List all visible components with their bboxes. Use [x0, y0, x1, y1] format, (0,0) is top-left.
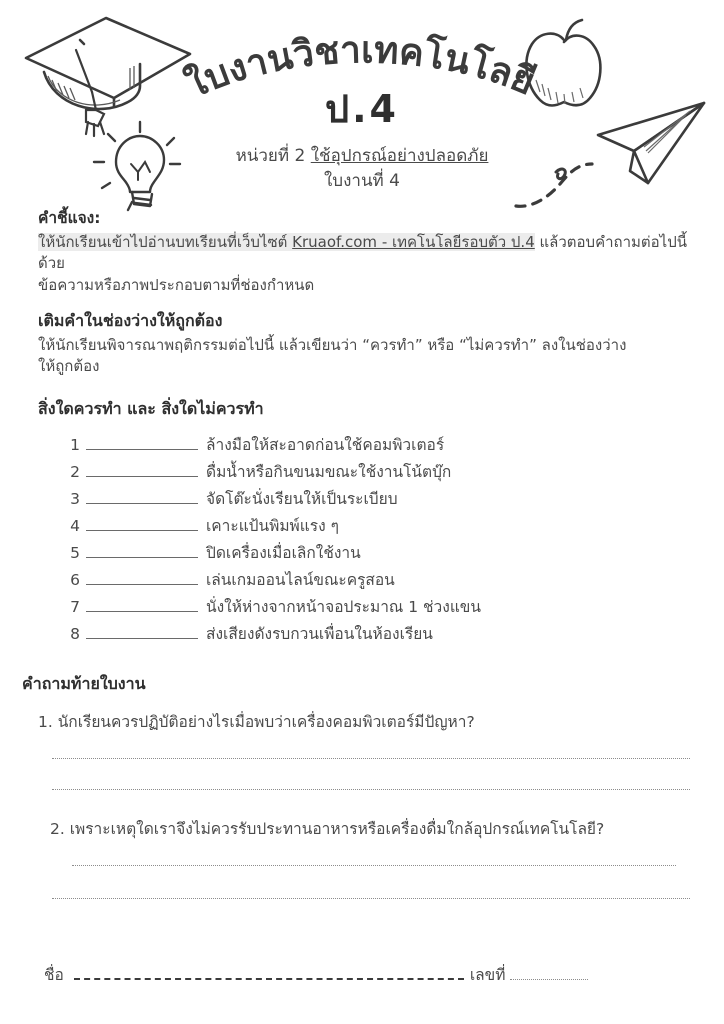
answer-blank[interactable]	[86, 541, 198, 558]
item-number: 3	[70, 490, 80, 509]
list-item	[58, 540, 698, 567]
answer-blank[interactable]	[86, 433, 198, 450]
answer-line[interactable]	[72, 865, 676, 866]
questions-section	[0, 672, 724, 899]
fill-section	[0, 309, 724, 378]
instructions-line2: ข้อความหรือภาพประกอบตามที่ช่องกำหนด	[38, 275, 315, 294]
question-1-block	[0, 709, 724, 790]
item-number: 4	[70, 517, 80, 536]
item-text: นั่งให้ห่างจากหน้าจอประมาณ 1 ช่วงแขน	[206, 598, 481, 617]
list-item	[58, 513, 698, 540]
item-text: ล้างมือให้สะอาดก่อนใช้คอมพิวเตอร์	[206, 436, 445, 455]
worksheet-header	[0, 0, 724, 205]
list-item	[58, 486, 698, 513]
answer-blank[interactable]	[86, 622, 198, 639]
item-number: 2	[70, 463, 80, 482]
question-2-block	[0, 816, 724, 899]
list-item	[58, 459, 698, 486]
item-number: 6	[70, 571, 80, 590]
number-input-blank[interactable]	[510, 967, 588, 980]
kruaof-link[interactable]: Kruaof.com - เทคโนโลยีรอบตัว ป.4	[292, 233, 535, 251]
item-text: เคาะแป้นพิมพ์แรง ๆ	[206, 517, 339, 536]
answer-line[interactable]	[52, 789, 690, 790]
signature-footer	[0, 962, 724, 987]
fill-section-text	[38, 335, 698, 378]
answer-line[interactable]	[52, 758, 690, 759]
answer-blank[interactable]	[86, 487, 198, 504]
item-text: ปิดเครื่องเมื่อเลิกใช้งาน	[206, 544, 361, 563]
instructions-highlight	[38, 233, 535, 251]
unit-prefix: หน่วยที่ 2	[235, 146, 311, 166]
fill-section-line1: ให้นักเรียนพิจารณาพฤติกรรมต่อไปนี้ แล้วเขียนว่า “ควรทำ” หรือ “ไม่ควรทำ” ลงในช่องว่าง	[38, 335, 627, 354]
item-text: เล่นเกมออนไลน์ขณะครูสอน	[206, 571, 395, 590]
answer-blank[interactable]	[86, 514, 198, 531]
list-item	[58, 621, 698, 648]
unit-line	[0, 142, 724, 169]
item-text: ส่งเสียงดังรบกวนเพื่อนในห้องเรียน	[206, 625, 433, 644]
answer-blank[interactable]	[86, 595, 198, 612]
arched-title-text: ใบงานวิชาเทคโนโลยี	[179, 28, 542, 107]
instructions-heading: คำชี้แจง:	[38, 209, 101, 227]
list-item	[58, 594, 698, 621]
name-input-blank[interactable]	[74, 964, 464, 980]
answer-blank[interactable]	[86, 568, 198, 585]
instructions-line1-before: ให้นักเรียนเข้าไปอ่านบทเรียนที่เว็บไซต์	[38, 233, 293, 251]
instructions-text	[38, 232, 698, 296]
item-number: 7	[70, 598, 80, 617]
worksheet-content	[0, 205, 724, 899]
item-number: 1	[70, 436, 80, 455]
item-text: ดื่มน้ำหรือกินขนมขณะใช้งานโน้ตบุ๊ก	[206, 463, 452, 482]
questions-heading: คำถามท้ายใบงาน	[22, 674, 146, 694]
answer-line[interactable]	[52, 898, 690, 899]
question-text: 1. นักเรียนควรปฏิบัติอย่างไรเมื่อพบว่าเครื่องคอมพิวเตอร์มีปัญหา?	[38, 713, 475, 732]
instructions-line1-after: แล้วตอบคำถามต่อไปนี้ ด้วย	[38, 233, 687, 273]
name-label: ชื่อ	[44, 966, 64, 984]
list-section-heading: สิ่งใดควรทำ และ สิ่งใดไม่ควรทำ	[38, 399, 264, 419]
item-number: 5	[70, 544, 80, 563]
item-number: 8	[70, 625, 80, 644]
instructions-block	[0, 205, 724, 296]
number-label: เลขที่	[469, 966, 506, 984]
item-text: จัดโต๊ะนั่งเรียนให้เป็นระเบียบ	[206, 490, 398, 509]
fill-section-heading: เติมคำในช่องว่างให้ถูกต้อง	[38, 310, 223, 330]
question-text: 2. เพราะเหตุใดเราจึงไม่ควรรับประทานอาหารหรือเครื่องดื่มใกล้อุปกรณ์เทคโนโลยี?	[50, 820, 605, 839]
unit-title: ใช้อุปกรณ์อย่างปลอดภัย	[310, 146, 489, 166]
fill-section-line2: ให้ถูกต้อง	[38, 357, 100, 376]
statement-list	[38, 432, 698, 648]
grade-label: ป.4	[325, 87, 399, 131]
list-item	[58, 432, 698, 459]
answer-blank[interactable]	[86, 460, 198, 477]
list-item	[58, 567, 698, 594]
list-section	[0, 397, 724, 648]
sheet-number: ใบงานที่ 4	[324, 171, 400, 191]
